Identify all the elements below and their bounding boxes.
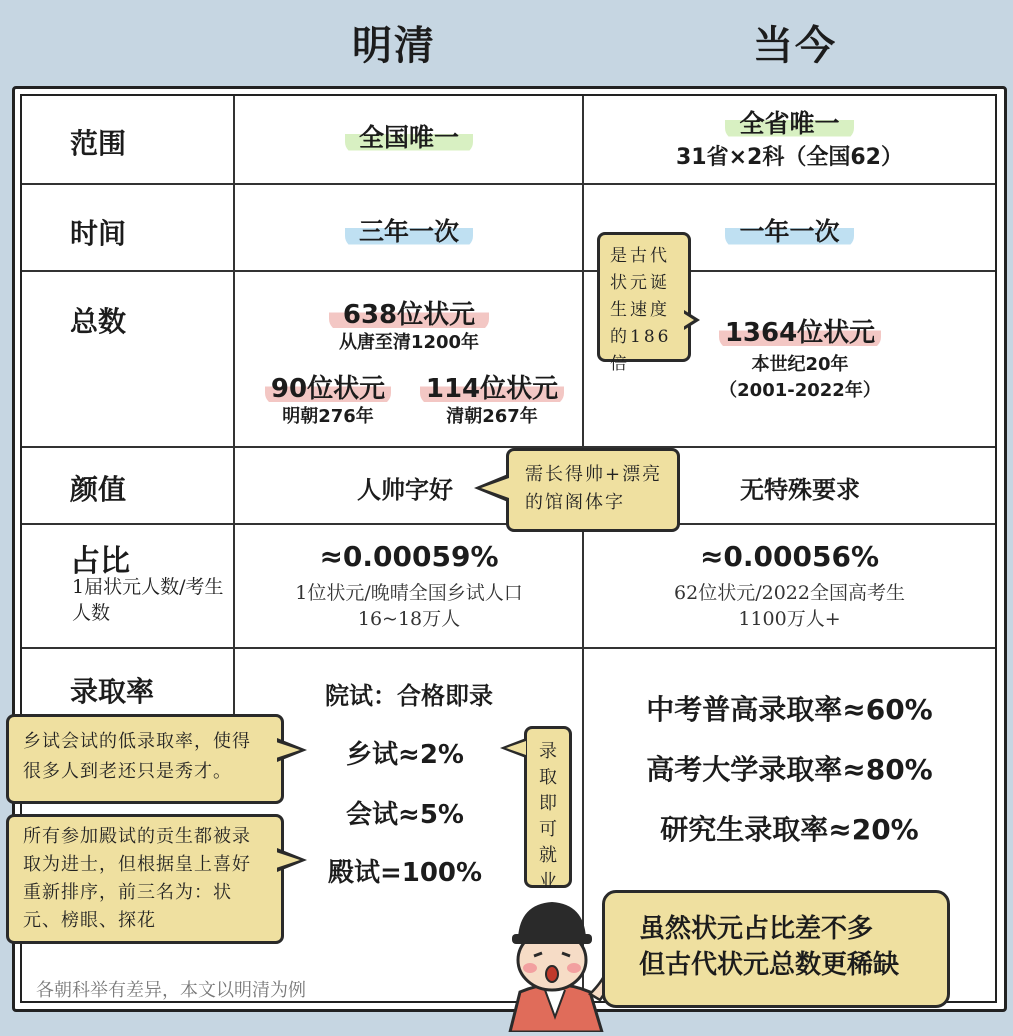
- ratio-mq-desc2: 16~18万人: [357, 608, 461, 630]
- row-divider: [22, 183, 995, 185]
- ratio-today-desc1: 62位状元/2022全国高考生: [674, 582, 905, 604]
- scope-ming-qing: [236, 118, 582, 154]
- note-looks-bubble: [506, 448, 680, 532]
- total-mq-ming: [248, 368, 408, 405]
- conclusion-speech-bubble: [602, 890, 950, 1008]
- time-ming-qing: [236, 212, 582, 248]
- row-label-scope: 范围: [70, 127, 127, 160]
- note-speed-text: 是古代状元诞生速度的186倍: [610, 246, 672, 374]
- looks-ming-qing: 人帅字好: [357, 476, 453, 504]
- total-mq-qing-text: 114位状元: [420, 368, 564, 405]
- note-employ-bubble: [524, 726, 572, 892]
- total-mq-main-text: 638位状元: [329, 294, 489, 331]
- conclusion-line-2: 但古代状元总数更稀缺: [639, 950, 900, 980]
- admission-today-3: 研究生录取率≈20%: [660, 813, 919, 846]
- scope-ming-qing-text: 全国唯一: [345, 118, 473, 154]
- admission-xiangshi: 乡试≈2%: [346, 740, 464, 770]
- row-label-admission: 录取率: [70, 675, 155, 708]
- time-today-text: 一年一次: [725, 212, 853, 248]
- ratio-today-value: ≈0.00056%: [699, 540, 880, 573]
- admission-dianshi: 殿试=100%: [327, 858, 483, 888]
- total-mq-ming-sub: 明朝276年: [282, 406, 374, 427]
- header-ming-qing: 明清: [352, 23, 436, 69]
- row-label-ratio: 占比: [70, 544, 130, 579]
- admission-huishi: 会试≈5%: [346, 800, 464, 830]
- row-divider: [22, 446, 995, 448]
- row-label-looks: 颜值: [70, 473, 127, 506]
- note-dianshi-bubble: [6, 814, 284, 944]
- time-ming-qing-text: 三年一次: [345, 212, 473, 248]
- row-divider: [22, 647, 995, 649]
- admission-yuanshi: 院试：合格即录: [325, 682, 493, 710]
- total-today-main-text: 1364位状元: [719, 312, 881, 349]
- scope-today-text: 全省唯一: [725, 104, 853, 140]
- conclusion-line-1: 虽然状元占比差不多: [639, 914, 874, 944]
- column-divider: [233, 96, 235, 647]
- ratio-sublabel: 1届状元人数/考生人数: [72, 576, 224, 624]
- scope-today-sub: 31省×2科（全国62）: [676, 145, 903, 170]
- total-mq-main-sub: 从唐至清1200年: [338, 332, 480, 353]
- ratio-mq-desc1: 1位状元/晚晴全国乡试人口: [295, 582, 523, 604]
- admission-today-1: 中考普高录取率≈60%: [646, 693, 933, 726]
- total-today-sub2: （2001-2022年）: [719, 380, 881, 401]
- ratio-mq-value: ≈0.00059%: [319, 540, 499, 573]
- ratio-today-desc2: 1100万人+: [738, 608, 841, 630]
- note-dianshi-text: 所有参加殿试的贡生都被录取为进士，但根据皇上喜好重新排序，前三名为：状元、榜眼、探花: [23, 826, 251, 931]
- note-employ-text: 录取即可就业: [539, 741, 557, 892]
- note-looks-text: 需长得帅+漂亮的馆阁体字: [525, 464, 663, 513]
- total-today-sub1: 本世纪20年: [751, 354, 849, 375]
- note-speed-bubble: [597, 232, 691, 374]
- total-mq-main: [236, 294, 582, 331]
- admission-today-2: 高考大学录取率≈80%: [646, 753, 933, 786]
- row-divider: [22, 270, 995, 272]
- total-mq-ming-text: 90位状元: [265, 368, 391, 405]
- total-mq-qing: [402, 368, 582, 405]
- total-today-main: [690, 312, 910, 349]
- looks-today: 无特殊要求: [740, 476, 860, 504]
- scholar-character-illustration: [490, 882, 620, 1032]
- total-mq-qing-sub: 清朝267年: [446, 406, 538, 427]
- column-divider: [233, 647, 235, 717]
- hat: [518, 902, 586, 938]
- header-today: 当今: [753, 23, 837, 69]
- note-low-text: 乡试会试的低录取率，使得很多人到老还只是秀才。: [23, 731, 251, 782]
- scope-today: [584, 104, 995, 140]
- row-label-time: 时间: [70, 217, 127, 250]
- footnote: 各朝科举有差异，本文以明清为例: [36, 980, 306, 1001]
- row-label-total: 总数: [70, 305, 127, 338]
- note-low-bubble: [6, 714, 284, 804]
